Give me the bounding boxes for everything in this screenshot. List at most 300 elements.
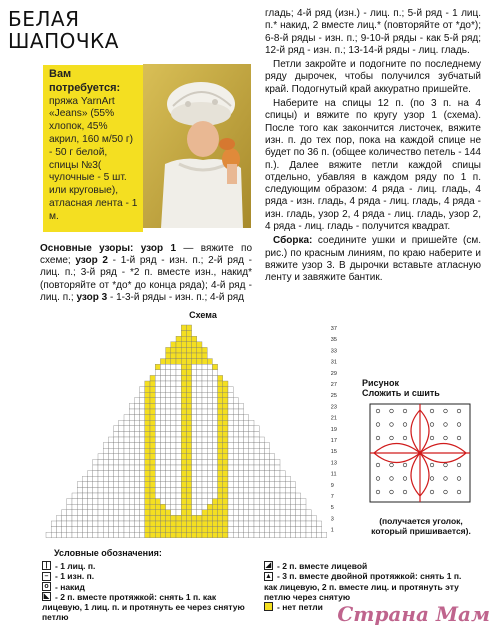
chart-cell	[270, 527, 275, 533]
chart-cell	[290, 493, 295, 499]
chart-cell	[166, 409, 171, 415]
chart-cell	[88, 532, 93, 538]
chart-cell	[218, 437, 223, 443]
chart-cell	[192, 392, 197, 398]
chart-cell	[150, 465, 155, 471]
chart-cell	[197, 465, 202, 471]
chart-cell	[301, 532, 306, 538]
chart-cell	[176, 459, 181, 465]
chart-cell	[207, 493, 212, 499]
chart-cell	[166, 443, 171, 449]
chart-cell	[186, 532, 191, 538]
chart-cell	[197, 493, 202, 499]
chart-cell	[176, 515, 181, 521]
chart-cell	[51, 521, 56, 527]
chart-cell	[223, 459, 228, 465]
chart-cell	[249, 465, 254, 471]
chart-cell	[171, 448, 176, 454]
chart-row-label: 1	[330, 527, 334, 534]
chart-cell	[186, 336, 191, 342]
purl-stitch-icon: –	[42, 572, 51, 581]
chart-row-label: 29	[330, 370, 337, 377]
chart-cell	[202, 471, 207, 477]
chart-cell	[270, 476, 275, 482]
chart-cell	[114, 515, 119, 521]
chart-cell	[155, 387, 160, 393]
chart-cell	[160, 387, 165, 393]
chart-cell	[223, 403, 228, 409]
chart-cell	[233, 465, 238, 471]
chart-cell	[114, 426, 119, 432]
chart-cell	[202, 353, 207, 359]
chart-cell	[207, 420, 212, 426]
chart-cell	[259, 476, 264, 482]
chart-cell	[176, 471, 181, 477]
chart-cell	[114, 448, 119, 454]
chart-cell	[171, 353, 176, 359]
knit-stitch-icon: |	[42, 561, 51, 570]
chart-cell	[166, 398, 171, 404]
chart-cell	[306, 510, 311, 516]
chart-cell	[249, 437, 254, 443]
chart-cell	[119, 476, 124, 482]
chart-cell	[129, 510, 134, 516]
chart-cell	[72, 504, 77, 510]
chart-cell	[301, 510, 306, 516]
chart-cell	[171, 487, 176, 493]
chart-cell	[155, 476, 160, 482]
chart-cell	[181, 487, 186, 493]
chart-cell	[244, 443, 249, 449]
assembly-text: соедините ушки и пришейте (см. рис.) по красным линиям, по краю наберите и вяжите узор 3. В дырочки вставьте атласную ленту и завяжите бантик.	[265, 235, 481, 284]
chart-cell	[176, 510, 181, 516]
right-text-column	[265, 8, 481, 287]
chart-cell	[134, 415, 139, 421]
chart-cell	[223, 476, 228, 482]
chart-cell	[218, 392, 223, 398]
legend-item-double-decrease: ▲ - 3 п. вместе двойной протяжкой: снять 1 п. как лицевую, 2 п. вместе лиц. и протянуть эту петлю через снятую	[264, 571, 462, 602]
chart-cell	[114, 499, 119, 505]
chart-cell	[228, 392, 233, 398]
chart-cell	[129, 426, 134, 432]
chart-cell	[171, 364, 176, 370]
chart-cell	[181, 431, 186, 437]
chart-cell	[166, 420, 171, 426]
chart-cell	[249, 420, 254, 426]
chart-cell	[160, 459, 165, 465]
chart-cell	[108, 493, 113, 499]
chart-cell	[166, 359, 171, 365]
chart-cell	[103, 487, 108, 493]
chart-cell	[192, 448, 197, 454]
chart-cell	[212, 381, 217, 387]
chart-cell	[218, 476, 223, 482]
chart-cell	[140, 510, 145, 516]
chart-cell	[264, 454, 269, 460]
chart-cell	[181, 375, 186, 381]
chart-cell	[181, 515, 186, 521]
right-para-2: Петли закройте и подогните по последнему ряду дырочек, чтобы получился зубчатый край. Подогнутый край аккуратно пришейте.	[265, 59, 481, 95]
chart-cell	[134, 431, 139, 437]
pattern1-text: — вяжите по схеме;	[40, 243, 253, 267]
chart-cell	[186, 398, 191, 404]
fold-and-sew-diagram	[362, 402, 480, 506]
chart-cell	[244, 521, 249, 527]
chart-cell	[316, 532, 321, 538]
chart-cell	[290, 487, 295, 493]
chart-cell	[192, 499, 197, 505]
chart-cell	[244, 454, 249, 460]
chart-cell	[181, 532, 186, 538]
chart-cell	[212, 476, 217, 482]
chart-cell	[186, 443, 191, 449]
chart-cell	[145, 431, 150, 437]
chart-cell	[270, 515, 275, 521]
chart-cell	[249, 527, 254, 533]
chart-cell	[171, 415, 176, 421]
chart-cell	[145, 465, 150, 471]
pattern3-heading: узор 3	[76, 291, 108, 303]
chart-cell	[228, 476, 233, 482]
chart-cell	[233, 415, 238, 421]
chart-cell	[218, 515, 223, 521]
chart-cell	[197, 364, 202, 370]
chart-cell	[140, 515, 145, 521]
chart-cell	[311, 527, 316, 533]
chart-cell	[233, 448, 238, 454]
chart-cell	[186, 510, 191, 516]
chart-cell	[160, 527, 165, 533]
chart-cell	[228, 437, 233, 443]
chart-row-label: 19	[330, 426, 337, 433]
chart-row-label: 17	[330, 438, 337, 445]
chart-cell	[197, 476, 202, 482]
chart-cell	[108, 471, 113, 477]
chart-row-label: 23	[330, 404, 337, 411]
chart-cell	[166, 532, 171, 538]
chart-cell	[93, 515, 98, 521]
chart-cell	[249, 532, 254, 538]
chart-cell	[280, 515, 285, 521]
chart-cell	[202, 476, 207, 482]
chart-cell	[186, 454, 191, 460]
legend-left	[42, 561, 257, 622]
chart-cell	[98, 471, 103, 477]
chart-cell	[202, 532, 207, 538]
chart-cell	[103, 448, 108, 454]
chart-cell	[207, 409, 212, 415]
chart-cell	[186, 370, 191, 376]
chart-cell	[181, 482, 186, 488]
chart-cell	[244, 515, 249, 521]
chart-cell	[238, 448, 243, 454]
chart-cell	[129, 532, 134, 538]
chart-cell	[186, 331, 191, 337]
chart-cell	[223, 532, 228, 538]
chart-cell	[290, 515, 295, 521]
chart-cell	[166, 370, 171, 376]
chart-cell	[166, 527, 171, 533]
chart-cell	[62, 527, 67, 533]
chart-cell	[259, 454, 264, 460]
chart-cell	[197, 409, 202, 415]
chart-cell	[171, 476, 176, 482]
chart-cell	[223, 381, 228, 387]
chart-cell	[124, 415, 129, 421]
chart-cell	[67, 504, 72, 510]
chart-cell	[108, 465, 113, 471]
chart-cell	[197, 504, 202, 510]
chart-cell	[181, 325, 186, 331]
chart-cell	[171, 521, 176, 527]
chart-cell	[218, 471, 223, 477]
chart-cell	[72, 527, 77, 533]
chart-cell	[176, 387, 181, 393]
chart-cell	[166, 471, 171, 477]
chart-cell	[176, 448, 181, 454]
chart-cell	[212, 443, 217, 449]
chart-cell	[311, 515, 316, 521]
chart-cell	[119, 465, 124, 471]
chart-cell	[254, 437, 259, 443]
chart-cell	[197, 375, 202, 381]
chart-cell	[207, 515, 212, 521]
chart-cell	[202, 454, 207, 460]
chart-cell	[259, 465, 264, 471]
chart-cell	[145, 471, 150, 477]
chart-cell	[238, 431, 243, 437]
chart-cell	[103, 527, 108, 533]
chart-cell	[108, 504, 113, 510]
chart-cell	[77, 521, 82, 527]
chart-cell	[124, 431, 129, 437]
chart-cell	[145, 515, 150, 521]
chart-cell	[290, 482, 295, 488]
chart-cell	[134, 437, 139, 443]
chart-cell	[223, 487, 228, 493]
chart-cell	[82, 515, 87, 521]
chart-cell	[145, 448, 150, 454]
chart-cell	[140, 471, 145, 477]
chart-cell	[98, 521, 103, 527]
chart-row-label: 5	[330, 505, 334, 512]
chart-cell	[124, 482, 129, 488]
chart-cell	[228, 465, 233, 471]
legend-item-k2tog: ◢ - 2 п. вместе лицевой	[265, 561, 368, 571]
chart-cell	[192, 527, 197, 533]
chart-cell	[244, 459, 249, 465]
chart-cell	[160, 370, 165, 376]
chart-cell	[150, 499, 155, 505]
chart-cell	[202, 459, 207, 465]
chart-cell	[202, 504, 207, 510]
chart-cell	[280, 521, 285, 527]
chart-cell	[186, 420, 191, 426]
chart-cell	[155, 415, 160, 421]
chart-cell	[202, 515, 207, 521]
chart-cell	[228, 482, 233, 488]
chart-cell	[171, 398, 176, 404]
chart-cell	[202, 415, 207, 421]
chart-cell	[212, 426, 217, 432]
chart-cell	[181, 459, 186, 465]
chart-cell	[114, 431, 119, 437]
chart-cell	[238, 420, 243, 426]
chart-cell	[134, 448, 139, 454]
chart-cell	[207, 387, 212, 393]
chart-cell	[197, 353, 202, 359]
chart-cell	[223, 426, 228, 432]
chart-cell	[119, 437, 124, 443]
chart-cell	[88, 471, 93, 477]
chart-cell	[223, 471, 228, 477]
chart-cell	[171, 347, 176, 353]
chart-cell	[228, 387, 233, 393]
chart-cell	[249, 426, 254, 432]
chart-cell	[192, 336, 197, 342]
chart-cell	[62, 510, 67, 516]
chart-cell	[150, 448, 155, 454]
chart-cell	[176, 364, 181, 370]
chart-cell	[218, 381, 223, 387]
chart-cell	[202, 521, 207, 527]
chart-cell	[197, 420, 202, 426]
chart-cell	[77, 499, 82, 505]
chart-cell	[192, 443, 197, 449]
chart-cell	[254, 532, 259, 538]
chart-cell	[155, 459, 160, 465]
chart-cell	[264, 504, 269, 510]
chart-cell	[275, 476, 280, 482]
chart-cell	[306, 532, 311, 538]
pattern-figure-title-1: Рисунок	[362, 378, 399, 388]
chart-cell	[197, 499, 202, 505]
chart-cell	[212, 398, 217, 404]
chart-row-label: 9	[330, 482, 334, 489]
chart-cell	[176, 431, 181, 437]
chart-cell	[171, 510, 176, 516]
chart-cell	[192, 381, 197, 387]
chart-cell	[181, 370, 186, 376]
chart-cell	[155, 465, 160, 471]
chart-cell	[114, 493, 119, 499]
chart-cell	[119, 482, 124, 488]
chart-cell	[134, 426, 139, 432]
chart-cell	[197, 342, 202, 348]
chart-cell	[176, 420, 181, 426]
chart-cell	[150, 482, 155, 488]
chart-cell	[103, 465, 108, 471]
chart-cell	[171, 381, 176, 387]
chart-cell	[145, 415, 150, 421]
chart-cell	[197, 347, 202, 353]
chart-cell	[244, 476, 249, 482]
chart-cell	[228, 471, 233, 477]
page-title	[8, 8, 188, 52]
chart-cell	[93, 532, 98, 538]
chart-cell	[186, 448, 191, 454]
chart-cell	[202, 359, 207, 365]
chart-cell	[98, 532, 103, 538]
right-para-3: Наберите на спицы 12 п. (по 3 п. на 4 спицы) и вяжите по кругу узор 1 (схема). После того как закончится листочек, вяжите изн. п. до тех пор, пока на каждой спице не будет по 36 п. (общее количество петель - 144 п.). Далее вяжите петли каждой спицы отдельно, убавляя в каждом ряду по 1 п. следующим образом: 4 ряда - лиц. гладь, 4 ряда - изн. гладь, 4 ряда - лиц. гладь, 4 ряда - изн. гладь, узор 2, 4 ряда - лиц. гладь, узор 2, 4 ряда - лиц. гладь - получится квадрат.	[265, 98, 481, 233]
chart-cell	[233, 437, 238, 443]
legend-item-knit: | - 1 лиц. п.	[42, 561, 257, 571]
chart-cell	[108, 521, 113, 527]
chart-cell	[77, 482, 82, 488]
chart-cell	[176, 527, 181, 533]
chart-cell	[176, 353, 181, 359]
chart-cell	[160, 398, 165, 404]
chart-cell	[129, 499, 134, 505]
chart-cell	[160, 521, 165, 527]
chart-cell	[223, 527, 228, 533]
chart-cell	[280, 482, 285, 488]
chart-cell	[82, 493, 87, 499]
chart-cell	[134, 403, 139, 409]
chart-cell	[259, 443, 264, 449]
chart-cell	[192, 532, 197, 538]
chart-cell	[103, 443, 108, 449]
chart-cell	[238, 465, 243, 471]
chart-cell	[207, 426, 212, 432]
chart-cell	[264, 499, 269, 505]
chart-cell	[254, 448, 259, 454]
chart-cell	[134, 482, 139, 488]
chart-cell	[197, 521, 202, 527]
chart-cell	[228, 426, 233, 432]
chart-cell	[212, 454, 217, 460]
chart-cell	[82, 499, 87, 505]
chart-cell	[88, 499, 93, 505]
chart-cell	[119, 443, 124, 449]
chart-cell	[254, 476, 259, 482]
chart-cell	[98, 476, 103, 482]
chart-cell	[181, 476, 186, 482]
chart-cell	[249, 493, 254, 499]
chart-cell	[93, 465, 98, 471]
chart-cell	[218, 409, 223, 415]
chart-cell	[77, 504, 82, 510]
chart-row-label: 3	[330, 516, 334, 523]
chart-cell	[306, 515, 311, 521]
chart-cell	[212, 431, 217, 437]
chart-cell	[155, 515, 160, 521]
chart-cell	[202, 364, 207, 370]
chart-cell	[202, 510, 207, 516]
chart-cell	[155, 437, 160, 443]
chart-cell	[285, 482, 290, 488]
chart-cell	[155, 381, 160, 387]
chart-cell	[192, 359, 197, 365]
chart-cell	[176, 398, 181, 404]
chart-cell	[275, 459, 280, 465]
chart-cell	[233, 426, 238, 432]
chart-cell	[223, 437, 228, 443]
chart-cell	[114, 454, 119, 460]
chart-cell	[181, 465, 186, 471]
chart-cell	[202, 403, 207, 409]
legend-item-ssk: ◣ - 2 п. вместе протяжкой: снять 1 п. как лицевую, 1 лиц. п. и протянуть ее через снятую петлю	[42, 591, 245, 622]
chart-cell	[249, 443, 254, 449]
chart-cell	[197, 437, 202, 443]
chart-cell	[119, 454, 124, 460]
chart-cell	[249, 510, 254, 516]
chart-cell	[124, 443, 129, 449]
chart-cell	[56, 527, 61, 533]
chart-cell	[223, 443, 228, 449]
chart-cell	[171, 420, 176, 426]
chart-cell	[264, 493, 269, 499]
